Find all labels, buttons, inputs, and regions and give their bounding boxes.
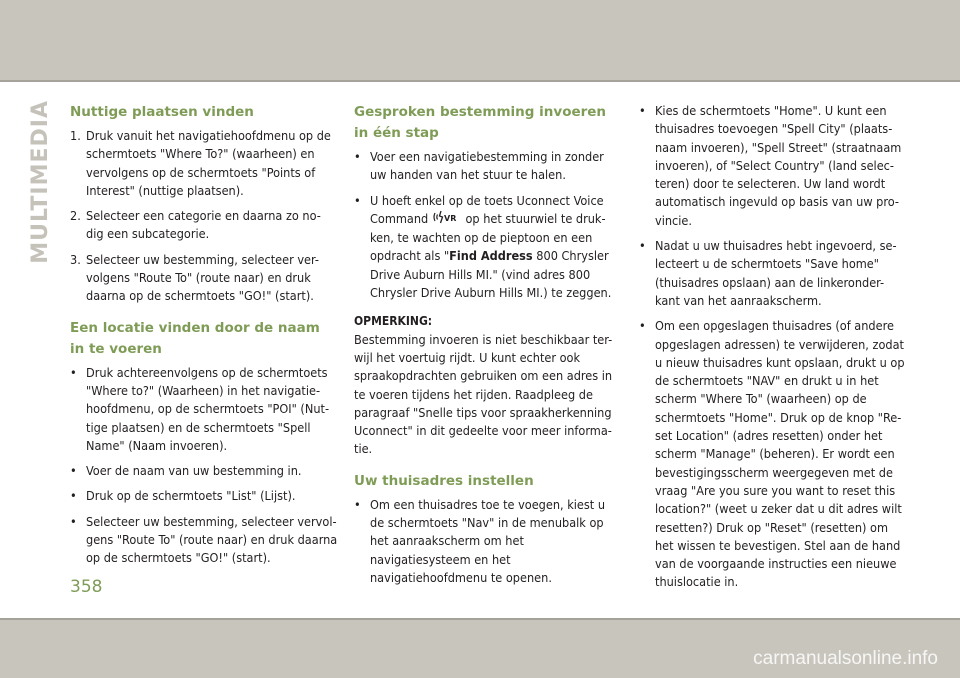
list-item [639, 237, 907, 310]
list-item [70, 487, 338, 505]
list-item-text: Voer een navigatiebestemming in zonder uw handen van het stuur te halen. [370, 149, 604, 183]
section-tab: MULTIMEDIA [28, 100, 53, 264]
list-marker: 1. [70, 128, 81, 143]
list-item-text: Druk achtereenvolgens op de schermtoets "Where to?" (Waarheen) in het navigatie-hoofdmenu, op de schermtoets "POI" (Nut-tige plaatsen) en de schermtoets "Spell Name" (Naam invoeren). [86, 364, 330, 453]
column-left [70, 102, 338, 575]
bullet: • [354, 149, 361, 164]
watermark: carmanualsonline.info [753, 648, 938, 669]
text-before-icon: U hoeft enkel op de toets Uconnect Voice Command [370, 192, 604, 227]
list-item [639, 317, 907, 591]
bullet: • [639, 238, 646, 254]
bullet: • [639, 318, 646, 334]
bullet: • [70, 463, 77, 479]
note-text: Bestemming invoeren is niet beschikbaar ter-wijl het voertuig rijdt. U kunt echter ook spraakopdrachten gebruiken om een adres in te voeren tijdens het rijden. Raadpleeg de paragraaf "Snelle tips voor spraakherkenning Uconnect" in dit gedeelte voor meer informa-tie. [354, 331, 613, 457]
list-item-text: Selecteer uw bestemming, selecteer vervol-gens "Route To" (route naar) en druk daarna op de schermtoets "GO!" (start). [86, 513, 338, 566]
column-right [639, 102, 907, 599]
list-item-text: Om een thuisadres toe te voegen, kiest u de schermtoets "Nav" in de menubalk op het aanraakscherm om het navigatiesysteem en het navigatiehoofdmenu te openen. [370, 496, 606, 585]
list-item-text: Nadat u uw thuisadres hebt ingevoerd, se-lecteert u de schermtoets "Save home" (thuisadres opslaan) aan de linkeronder-kant van het aanraakscherm. [655, 238, 897, 308]
heading-home-address: Uw thuisadres instellen [354, 472, 534, 489]
list-item [70, 364, 338, 455]
heading-find-by-name: Een locatie vinden door de naam in te voeren [70, 319, 320, 357]
list-item-text: Kies de schermtoets "Home". U kunt een thuisadres toevoegen "Spell City" (plaats-naam invoeren), "Spell Street" (straatnaam invoeren), of "Select Country" (land selec-teren) door te selecteren. Uw land wordt automatisch ingevuld op basis van uw pro-vincie. [655, 103, 902, 228]
list-item-text: Selecteer een categorie en daarna zo no-dig een subcategorie. [86, 208, 321, 242]
svg-text:VR: VR [443, 213, 457, 223]
bullet: • [70, 364, 77, 380]
text-tail: 800 Chrysler Drive Auburn Hills MI." (vind adres 800 Chrysler Drive Auburn Hills MI.) te zeggen. [370, 248, 612, 301]
list-item-text: Om een opgeslagen thuisadres (of andere opgeslagen adressen) te verwijderen, zodat u nieuw thuisadres kunt opslaan, drukt u op de schermtoets "NAV" en drukt u in het scherm "Where To" (waarheen) op de schermtoets "Home". Druk op de knop "Re-set Location" (adres resetten) onder het scherm "Manage" (beheren). Er wordt een bevestigingsscherm weergegeven met de vraag "Are you sure you want to reset this location?" (weet u zeker dat u dit adres wilt resetten?) Druk op "Reset" (resetten) om het wissen te bevestigen. Stel aan de hand van de voorgaande instructies een nieuwe thuislocatie in. [655, 318, 905, 590]
bullet: • [70, 488, 77, 504]
voice-command-icon [432, 210, 462, 229]
list-item-text: Druk op de schermtoets "List" (Lijst). [86, 488, 296, 504]
list-item [354, 148, 622, 185]
page-number: 358 [70, 577, 103, 597]
heading-useful-places: Nuttige plaatsen vinden [70, 104, 254, 120]
list-marker: 2. [70, 208, 81, 224]
top-divider [0, 80, 960, 82]
list-item [70, 207, 338, 244]
bullet: • [354, 496, 361, 512]
bullet: • [70, 513, 77, 529]
list-marker: 3. [70, 251, 81, 267]
list-item [354, 496, 622, 587]
list-item [70, 462, 338, 480]
list-item [354, 192, 622, 303]
list-item-text: Voer de naam van uw bestemming in. [86, 463, 302, 479]
bullet: • [639, 103, 646, 118]
list-item [70, 251, 338, 306]
heading-one-step-voice: Gesproken bestemming invoeren in één stap [354, 104, 607, 141]
column-middle [354, 102, 622, 594]
bullet: • [354, 192, 361, 208]
list-item [70, 127, 338, 200]
text-after-icon: op het stuurwiel te druk-ken, te wachten op de pieptoon en een opdracht als " [370, 211, 606, 264]
command-phrase: Find Address [449, 248, 533, 264]
list-item [639, 102, 907, 230]
list-item-text: Druk vanuit het navigatiehoofdmenu op de schermtoets "Where To?" (waarheen) en vervolgens op de schermtoets "Points of Interest" (nuttige plaatsen). [86, 128, 331, 198]
note-heading: OPMERKING: [354, 314, 433, 329]
list-item [70, 513, 338, 568]
list-item-text: Selecteer uw bestemming, selecteer ver-volgens "Route To" (route naar) en druk daarna op de schermtoets "GO!" (start). [86, 251, 319, 304]
top-band [0, 0, 960, 80]
